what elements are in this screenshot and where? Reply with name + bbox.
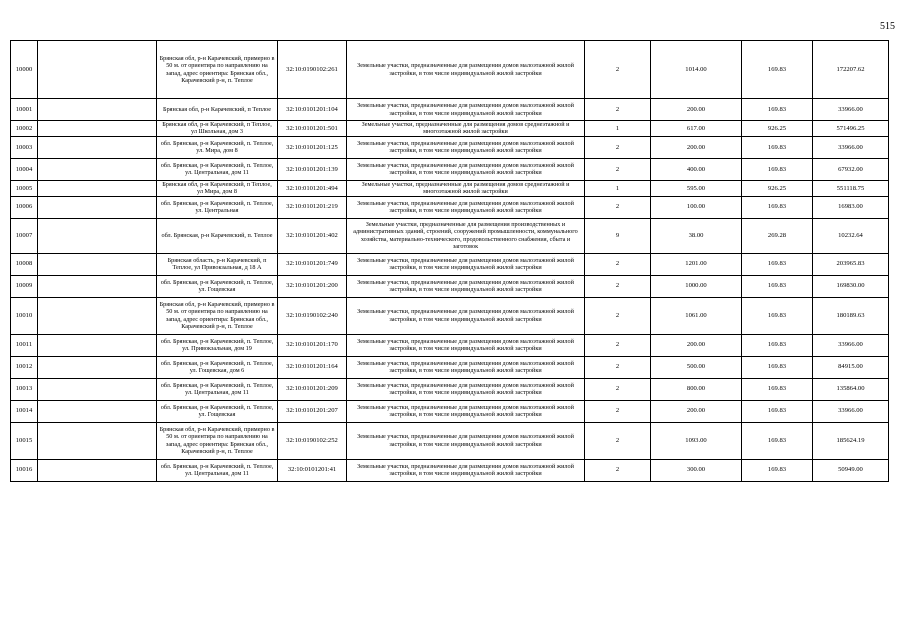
cadastral-number-cell: 32:10:0101201:207 [278,400,347,422]
land-use-cell: Земельные участки, предназначенные для размещения домов малоэтажной жилой застройки, в том числе индивидуальной жилой застройки [347,158,585,180]
land-use-cell: Земельные участки, предназначенные для размещения домов малоэтажной жилой застройки, в том числе индивидуальной жилой застройки [347,459,585,481]
table-row [11,378,889,400]
cadastral-value-cell: 203965.83 [813,253,889,275]
group-cell: 2 [585,253,651,275]
empty-cell [38,422,157,459]
address-cell: обл. Брянская, р-н Карачевский, п. Теплое, ул. Привокзальная, дом 19 [157,334,278,356]
cadastral-number-cell: 32:10:0101201:164 [278,356,347,378]
empty-cell [38,99,157,121]
land-use-cell: Земельные участки, предназначенные для размещения домов малоэтажной жилой застройки, в том числе индивидуальной жилой застройки [347,275,585,297]
cadastral-number-cell: 32:10:0101201:125 [278,136,347,158]
land-use-cell: Земельные участки, предназначенные для размещения домов малоэтажной жилой застройки, в том числе индивидуальной жилой застройки [347,99,585,121]
rate-cell: 169.83 [742,158,813,180]
row-number-cell: 10003 [11,136,38,158]
rate-cell: 169.83 [742,459,813,481]
area-cell: 1201.00 [651,253,742,275]
row-number-cell: 10013 [11,378,38,400]
row-number-cell: 10004 [11,158,38,180]
area-cell: 200.00 [651,99,742,121]
land-use-cell: Земельные участки, предназначенные для размещения домов малоэтажной жилой застройки, в том числе индивидуальной жилой застройки [347,422,585,459]
cadastral-number-cell: 32:10:0190102:261 [278,41,347,99]
address-cell: обл. Брянская, р-н Карачевский, п. Теплое, ул. Гощевская [157,275,278,297]
area-cell: 800.00 [651,378,742,400]
group-cell: 2 [585,459,651,481]
row-number-cell: 10008 [11,253,38,275]
land-use-cell: Земельные участки, предназначенные для размещения производственных и административных зданий, строений, сооружений промышленности, коммунального хозяйства, материально-технического, продовольственного снабжения, сбыта и заготовок [347,218,585,253]
table-row [11,121,889,137]
cadastral-number-cell: 32:10:0101201:219 [278,196,347,218]
cadastral-value-cell: 172207.62 [813,41,889,99]
area-cell: 200.00 [651,400,742,422]
address-cell: Брянская обл, р-н Карачевский, п Теплое [157,99,278,121]
table-row [11,297,889,334]
rate-cell: 926.25 [742,121,813,137]
empty-cell [38,180,157,196]
cadastral-value-cell: 169830.00 [813,275,889,297]
address-cell: обл. Брянская, р-н Карачевский, п. Теплое, ул. Мира, дом 8 [157,136,278,158]
address-cell: обл. Брянская, р-н Карачевский, п. Теплое, ул. Гощевская [157,400,278,422]
area-cell: 595.00 [651,180,742,196]
cadastral-value-cell: 16983.00 [813,196,889,218]
row-number-cell: 10001 [11,99,38,121]
cadastral-value-cell: 10232.64 [813,218,889,253]
cadastral-value-cell: 33966.00 [813,99,889,121]
empty-cell [38,400,157,422]
row-number-cell: 10009 [11,275,38,297]
row-number-cell: 10011 [11,334,38,356]
land-use-cell: Земельные участки, предназначенные для размещения домов малоэтажной жилой застройки, в том числе индивидуальной жилой застройки [347,334,585,356]
area-cell: 1093.00 [651,422,742,459]
land-use-cell: Земельные участки, предназначенные для размещения домов малоэтажной жилой застройки, в том числе индивидуальной жилой застройки [347,41,585,99]
rate-cell: 169.83 [742,253,813,275]
empty-cell [38,158,157,180]
group-cell: 2 [585,422,651,459]
area-cell: 300.00 [651,459,742,481]
empty-cell [38,218,157,253]
table-row [11,253,889,275]
area-cell: 100.00 [651,196,742,218]
cadastral-number-cell: 32:10:0101201:494 [278,180,347,196]
row-number-cell: 10000 [11,41,38,99]
table-body [11,41,889,482]
group-cell: 2 [585,99,651,121]
empty-cell [38,334,157,356]
table-row [11,196,889,218]
cadastral-number-cell: 32:10:0101201:200 [278,275,347,297]
address-cell: Брянская обл, р-н Карачевский, примерно в 50 м. от ориентира по направлению на запад, адрес ориентира: Брянская обл., Карачевский р-н, п. Теплое [157,41,278,99]
rate-cell: 269.28 [742,218,813,253]
row-number-cell: 10006 [11,196,38,218]
area-cell: 1000.00 [651,275,742,297]
rate-cell: 169.83 [742,41,813,99]
rate-cell: 169.83 [742,275,813,297]
empty-cell [38,253,157,275]
cadastral-value-cell: 67932.00 [813,158,889,180]
land-use-cell: Земельные участки, предназначенные для размещения домов малоэтажной жилой застройки, в том числе индивидуальной жилой застройки [347,136,585,158]
empty-cell [38,196,157,218]
area-cell: 1061.00 [651,297,742,334]
group-cell: 2 [585,196,651,218]
cadastral-value-cell: 551118.75 [813,180,889,196]
row-number-cell: 10014 [11,400,38,422]
row-number-cell: 10016 [11,459,38,481]
group-cell: 2 [585,334,651,356]
group-cell: 2 [585,297,651,334]
land-use-cell: Земельные участки, предназначенные для размещения домов малоэтажной жилой застройки, в том числе индивидуальной жилой застройки [347,378,585,400]
cadastral-number-cell: 32:10:0101201:501 [278,121,347,137]
rate-cell: 169.83 [742,356,813,378]
area-cell: 617.00 [651,121,742,137]
row-number-cell: 10005 [11,180,38,196]
land-use-cell: Земельные участки, предназначенные для размещения домов малоэтажной жилой застройки, в том числе индивидуальной жилой застройки [347,400,585,422]
cadastral-value-cell: 135864.00 [813,378,889,400]
empty-cell [38,356,157,378]
rate-cell: 169.83 [742,400,813,422]
cadastral-value-cell: 33966.00 [813,136,889,158]
land-use-cell: Земельные участки, предназначенные для размещения домов малоэтажной жилой застройки, в том числе индивидуальной жилой застройки [347,297,585,334]
rate-cell: 926.25 [742,180,813,196]
cadastral-number-cell: 32:10:0101201:139 [278,158,347,180]
rate-cell: 169.83 [742,136,813,158]
group-cell: 2 [585,378,651,400]
cadastral-number-cell: 32:10:0101201:104 [278,99,347,121]
group-cell: 2 [585,158,651,180]
land-use-cell: Земельные участки, предназначенные для размещения домов малоэтажной жилой застройки, в том числе индивидуальной жилой застройки [347,196,585,218]
table-row [11,334,889,356]
rate-cell: 169.83 [742,297,813,334]
land-use-cell: Земельные участки, предназначенные для размещения домов малоэтажной жилой застройки, в том числе индивидуальной жилой застройки [347,253,585,275]
cadastral-value-cell: 33966.00 [813,334,889,356]
area-cell: 38.00 [651,218,742,253]
table-row [11,275,889,297]
area-cell: 400.00 [651,158,742,180]
address-cell: обл. Брянская, р-н Карачевский, п. Теплое, ул. Центральная, дом 11 [157,378,278,400]
empty-cell [38,297,157,334]
area-cell: 1014.00 [651,41,742,99]
address-cell: обл. Брянская, р-н Карачевский, п. Теплое, ул. Гощевская, дом 6 [157,356,278,378]
land-registry-table [10,40,889,482]
row-number-cell: 10015 [11,422,38,459]
cadastral-value-cell: 50949.00 [813,459,889,481]
group-cell: 2 [585,41,651,99]
land-use-cell: Земельные участки, предназначенные для размещения домов малоэтажной жилой застройки, в том числе индивидуальной жилой застройки [347,356,585,378]
table-row [11,180,889,196]
empty-cell [38,121,157,137]
land-use-cell: Земельные участки, предназначенные для размещения домов среднеэтажной и многоэтажной жилой застройки [347,121,585,137]
cadastral-number-cell: 32:10:0101201:749 [278,253,347,275]
row-number-cell: 10012 [11,356,38,378]
area-cell: 200.00 [651,136,742,158]
area-cell: 500.00 [651,356,742,378]
address-cell: Брянская обл, р-н Карачевский, п Теплое, ул Школьная, дом 3 [157,121,278,137]
cadastral-number-cell: 32:10:0190102:252 [278,422,347,459]
cadastral-value-cell: 571496.25 [813,121,889,137]
empty-cell [38,275,157,297]
address-cell: обл. Брянская, р-н Карачевский, п. Теплое, ул. Центральная [157,196,278,218]
address-cell: Брянская обл, р-н Карачевский, примерно в 50 м. от ориентира по направлению на запад, адрес ориентира: Брянская обл., Карачевский р-н, п. Теплое [157,297,278,334]
table-row [11,218,889,253]
land-use-cell: Земельные участки, предназначенные для размещения домов среднеэтажной и многоэтажной жилой застройки [347,180,585,196]
cadastral-number-cell: 32:10:0190102:240 [278,297,347,334]
cadastral-value-cell: 33966.00 [813,400,889,422]
table-row [11,41,889,99]
table-row [11,422,889,459]
address-cell: Брянская область, р-н Карачевский, п Теплое, ул Привокзальная, д 18 А [157,253,278,275]
table-row [11,158,889,180]
address-cell: обл. Брянская, р-н Карачевский, п. Теплое [157,218,278,253]
table-row [11,99,889,121]
group-cell: 1 [585,180,651,196]
cadastral-value-cell: 180189.63 [813,297,889,334]
group-cell: 2 [585,136,651,158]
table-row [11,356,889,378]
table-row [11,400,889,422]
table-row [11,136,889,158]
rate-cell: 169.83 [742,378,813,400]
group-cell: 1 [585,121,651,137]
area-cell: 200.00 [651,334,742,356]
page-number: 515 [880,21,895,32]
address-cell: обл. Брянская, р-н Карачевский, п. Теплое, ул. Центральная, дом 11 [157,459,278,481]
row-number-cell: 10002 [11,121,38,137]
group-cell: 9 [585,218,651,253]
cadastral-value-cell: 84915.00 [813,356,889,378]
table-row [11,459,889,481]
address-cell: Брянская обл, р-н Карачевский, п Теплое, ул Мира, дом 8 [157,180,278,196]
empty-cell [38,41,157,99]
address-cell: обл. Брянская, р-н Карачевский, п. Теплое, ул. Центральная, дом 11 [157,158,278,180]
cadastral-number-cell: 32:10:0101201:209 [278,378,347,400]
cadastral-number-cell: 32:10:0101201:402 [278,218,347,253]
cadastral-number-cell: 32:10:0101201:41 [278,459,347,481]
row-number-cell: 10010 [11,297,38,334]
group-cell: 2 [585,356,651,378]
cadastral-number-cell: 32:10:0101201:170 [278,334,347,356]
address-cell: Брянская обл, р-н Карачевский, примерно в 50 м. от ориентира по направлению на запад, адрес ориентира: Брянская обл., Карачевский р-н, п. Теплое [157,422,278,459]
empty-cell [38,459,157,481]
empty-cell [38,136,157,158]
rate-cell: 169.83 [742,196,813,218]
group-cell: 2 [585,400,651,422]
cadastral-value-cell: 185624.19 [813,422,889,459]
rate-cell: 169.83 [742,422,813,459]
group-cell: 2 [585,275,651,297]
row-number-cell: 10007 [11,218,38,253]
rate-cell: 169.83 [742,334,813,356]
rate-cell: 169.83 [742,99,813,121]
empty-cell [38,378,157,400]
